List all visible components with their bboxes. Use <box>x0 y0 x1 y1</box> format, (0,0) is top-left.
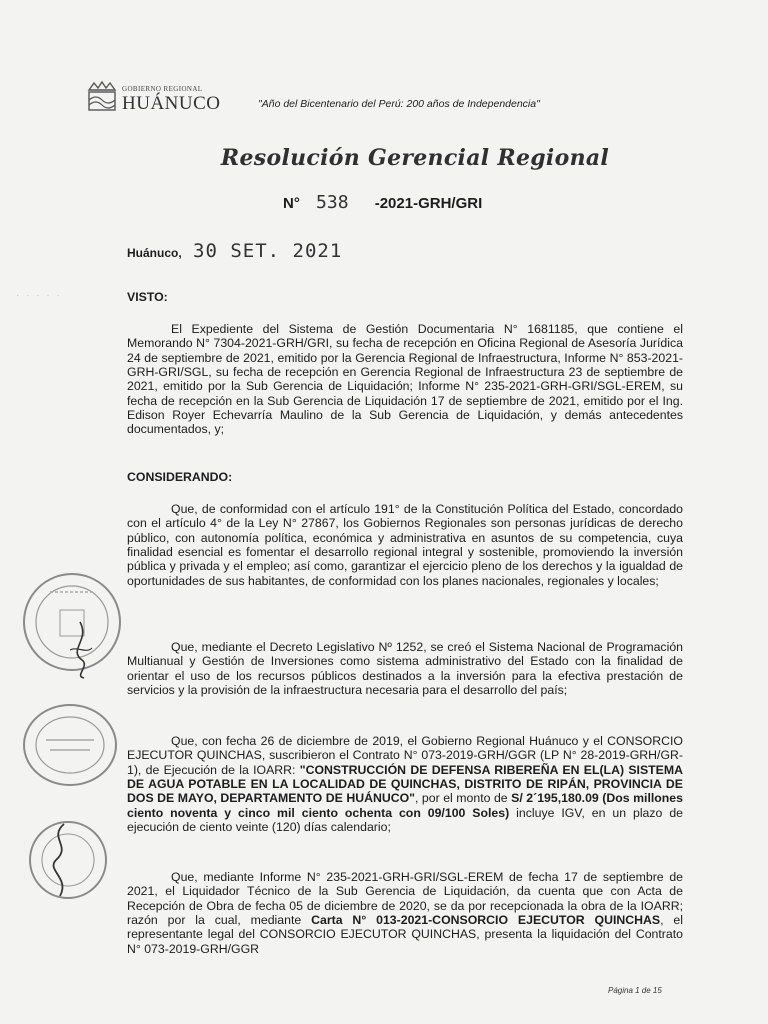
considerando-paragraph-1: Que, de conformidad con el artículo 191° de la Constitución Política del Estado, concordado con el artículo 4° de la Ley N° 27867, los Gobiernos Regionales son personas jurídicas de derecho público, con autonomía política, económica y administrativa en asuntos de su competencia, cuya finalidad esencial es fomentar el desarrollo regional integral y sostenible, promoviendo la inversión pública y privada y el empleo; así como, garantizar el ejercicio pleno de los derechos y la igualdad de oportunidades de sus habitantes, de conformidad con los planes nacionales, regionales y locales; <box>127 502 683 588</box>
contract-amount: S/ 2´195,180.09 (Dos millones ciento noventa y cinco mil ciento ochenta con 09/100 Soles) <box>127 791 683 820</box>
visto-paragraph: El Expediente del Sistema de Gestión Documentaria N° 1681185, que contiene el Memorando N° 7304-2021-GRH/GRI, su fecha de recepción en Oficina Regional de Asesoría Jurídica 24 de septiembre de 2021, emitido por la Gerencia Regional de Infraestructura, Informe N° 853-2021-GRH-GRI/SGL, su fecha de recepción en Gerencia Regional de Infraestructura 23 de septiembre de 2021, emitido por la Sub Gerencia de Liquidación; Informe N° 235-2021-GRH-GRI/SGL-EREM, su fecha de recepción en la Sub Gerencia de Liquidación 17 de septiembre de 2021, emitido por el Ing. Edison Royer Echevarría Maulino de la Sub Gerencia de Liquidación, y demás antecedentes documentados, y; <box>127 322 683 437</box>
bicentennial-motto: "Año del Bicentenario del Perú: 200 años de Independencia" <box>258 98 540 110</box>
visto-heading: VISTO: <box>127 290 168 304</box>
number-suffix: -2021-GRH/GRI <box>374 195 483 212</box>
project-name: "CONSTRUCCIÓN DE DEFENSA RIBEREÑA EN EL(LA) SISTEMA DE AGUA POTABLE EN LA LOCALIDAD DE QUINCHAS, DISTRITO DE RIPÁN, PROVINCIA DE DOS DE MAYO, DEPARTAMENTO DE HUÁNUCO" <box>127 762 683 806</box>
regional-government-logo <box>86 80 226 120</box>
resolution-number <box>283 192 482 213</box>
bleed-through-text: · · · · · <box>16 290 62 301</box>
carta-reference: Carta N° 013-2021-CONSORCIO EJECUTOR QUINCHAS <box>311 913 661 928</box>
number-value: 538 <box>316 192 349 213</box>
logo-caption: GOBIERNO REGIONAL <box>122 85 203 93</box>
logo-name: HUÁNUCO <box>122 93 221 114</box>
date-stamp: 30 SET. 2021 <box>193 240 343 262</box>
place-and-date <box>127 240 342 262</box>
number-label: N° <box>283 195 300 212</box>
page-number: Página 1 de 15 <box>608 986 662 995</box>
regional-emblem-icon <box>86 80 118 116</box>
sub-gerencia-seal-icon <box>20 700 120 790</box>
signature-mark-icon <box>60 620 100 680</box>
considerando-heading: CONSIDERANDO: <box>127 470 233 484</box>
considerando-paragraph-2: Que, mediante el Decreto Legislativo Nº 1252, se creó el Sistema Nacional de Programación Multianual y Gestión de Inversiones como sistema administrativo del Estado con la finalidad de orientar el uso de los recursos públicos destinados a la inversión para la efectiva prestación de servicios y la provisión de la infraestructura necesaria para el desarrollo del país; <box>127 640 683 698</box>
resolution-title: Resolución Gerencial Regional <box>220 145 610 171</box>
considerando-paragraph-3: Que, con fecha 26 de diciembre de 2019, el Gobierno Regional Huánuco y el CONSORCIO EJECUTOR QUINCHAS, suscribieron el Contrato N° 073-2019-GRH/GGR (LP N° 28-2019-GRH/GR-1), de Ejecución de la IOARR: "CONSTRUCCIÓN DE DEFENSA RIBEREÑA EN EL(LA) SISTEMA DE AGUA POTABLE EN LA LOCALIDAD DE QUINCHAS, DISTRITO DE RIPÁN, PROVINCIA DE DOS DE MAYO, DEPARTAMENTO DE HUÁNUCO", por el monto de S/ 2´195,180.09 (Dos millones ciento noventa y cinco mil ciento ochenta con 09/100 Soles) incluye IGV, en un plazo de ejecución de ciento veinte (120) días calendario; <box>127 734 683 835</box>
considerando-paragraph-4: Que, mediante Informe N° 235-2021-GRH-GRI/SGL-EREM de fecha 17 de septiembre de 2021, el Liquidador Técnico de la Sub Gerencia de Liquidación, da cuenta que con Acta de Recepción de Obra de fecha 05 de diciembre de 2020, se da por recepcionada la obra de la IOARR; razón por la cual, mediante Carta N° 013-2021-CONSORCIO EJECUTOR QUINCHAS, el representante legal del CONSORCIO EJECUTOR QUINCHAS, presenta la liquidación del Contrato N° 073-2019-GRH/GGR <box>127 870 684 956</box>
place: Huánuco, <box>127 246 182 260</box>
signature-mark-icon <box>42 820 82 900</box>
